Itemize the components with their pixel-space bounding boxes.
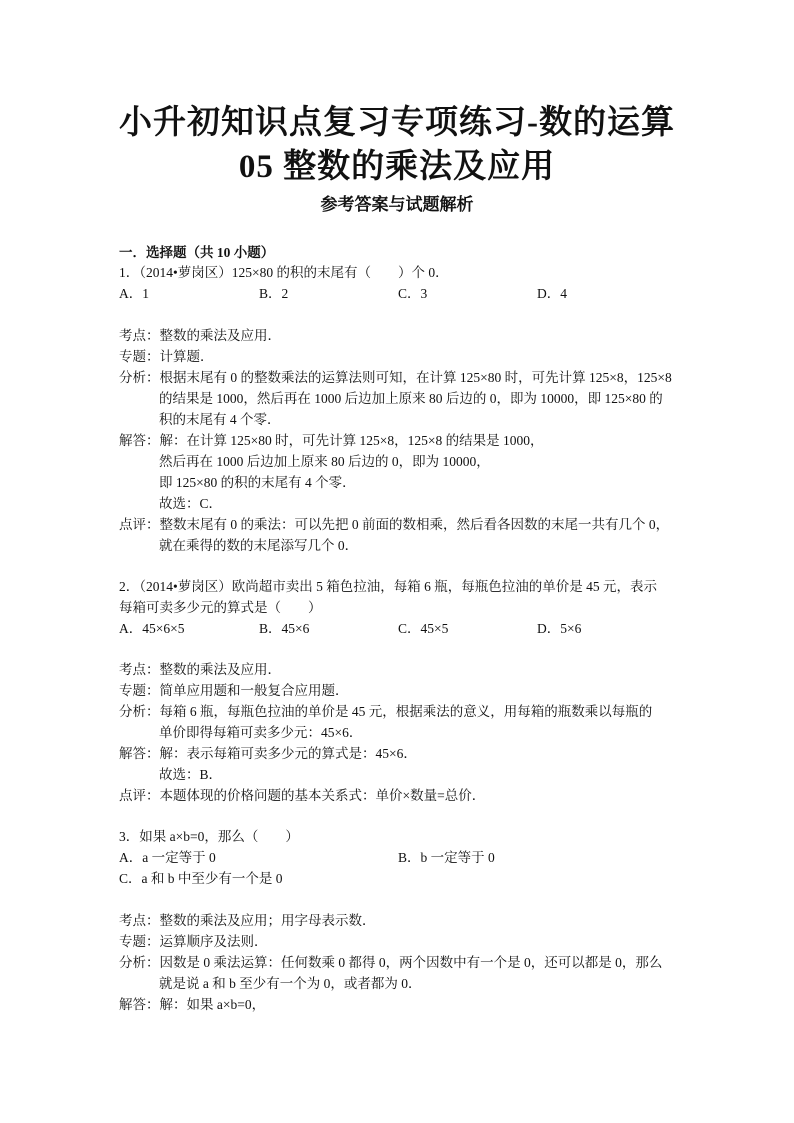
- q2-jieda-line1: 解答：解：表示每箱可卖多少元的算式是：45×6．: [119, 746, 417, 761]
- q2-kaodian: 考点：整数的乘法及应用．: [119, 662, 281, 677]
- q2-option-d: D．5×6: [537, 621, 582, 636]
- q1-option-b: B．2: [259, 286, 289, 301]
- q2-option-c: C．45×5: [398, 621, 449, 636]
- document-title-line2: 05 整数的乘法及应用: [238, 149, 556, 185]
- document-subtitle: 参考答案与试题解析: [320, 195, 474, 214]
- q1-stem: 1．（2014•萝岗区）125×80 的积的末尾有（ ）个 0．: [119, 265, 449, 280]
- q3-jieda-line1: 解答：解：如果 a×b=0，: [119, 997, 266, 1012]
- q1-jieda-line4: 故选：C．: [159, 496, 223, 511]
- q3-option-b: B．b 一定等于 0: [398, 850, 495, 865]
- q1-jieda-line1: 解答：解：在计算 125×80 时，可先计算 125×8，125×8 的结果是 1000，: [119, 433, 544, 448]
- q2-stem-line1: 2．（2014•萝岗区）欧尚超市卖出 5 箱色拉油，每箱 6 瓶，每瓶色拉油的单价是 45 元，表示: [119, 579, 657, 594]
- q2-zhuanti: 专题：简单应用题和一般复合应用题．: [119, 683, 349, 698]
- q3-stem: 3．如果 a×b=0，那么（ ）: [119, 829, 299, 844]
- q1-option-a: A．1: [119, 286, 149, 301]
- q3-kaodian: 考点：整数的乘法及应用；用字母表示数．: [119, 913, 376, 928]
- q2-option-b: B．45×6: [259, 621, 310, 636]
- q1-kaodian: 考点：整数的乘法及应用．: [119, 328, 281, 343]
- q1-fenxi-line3: 积的末尾有 4 个零．: [159, 412, 281, 427]
- q1-zhuanti: 专题：计算题．: [119, 349, 214, 364]
- q1-option-d: D．4: [537, 286, 567, 301]
- q2-fenxi-line2: 单价即得每箱可卖多少元：45×6．: [159, 725, 363, 740]
- q2-dianping: 点评：本题体现的价格问题的基本关系式：单价×数量=总价．: [119, 788, 486, 803]
- q3-option-a: A．a 一定等于 0: [119, 850, 216, 865]
- q2-jieda-line2: 故选：B．: [159, 767, 223, 782]
- q1-jieda-line2: 然后再在 1000 后边加上原来 80 后边的 0，即为 10000，: [159, 454, 490, 469]
- q1-jieda-line3: 即 125×80 的积的末尾有 4 个零．: [159, 475, 356, 490]
- q2-fenxi-line1: 分析：每箱 6 瓶，每瓶色拉油的单价是 45 元，根据乘法的意义，用每箱的瓶数乘以每瓶的: [119, 704, 653, 719]
- q1-option-c: C．3: [398, 286, 428, 301]
- section-heading: 一．选择题（共 10 小题）: [119, 245, 275, 260]
- q3-fenxi-line2: 就是说 a 和 b 至少有一个为 0，或者都为 0．: [159, 976, 422, 991]
- q3-zhuanti: 专题：运算顺序及法则．: [119, 934, 268, 949]
- q2-stem-line2: 每箱可卖多少元的算式是（ ）: [119, 600, 322, 615]
- q1-dianping-line1: 点评：整数末尾有 0 的乘法：可以先把 0 前面的数相乘，然后看各因数的末尾一共有几个 0，: [119, 517, 670, 532]
- q2-option-a: A．45×6×5: [119, 621, 185, 636]
- q1-fenxi-line1: 分析：根据末尾有 0 的整数乘法的运算法则可知，在计算 125×80 时，可先计算 125×8，125×8: [119, 370, 672, 385]
- q3-fenxi-line1: 分析：因数是 0 乘法运算：任何数乘 0 都得 0，两个因数中有一个是 0，还可以都是 0，那么: [119, 955, 663, 970]
- document-title-line1: 小升初知识点复习专项练习-数的运算: [119, 105, 675, 141]
- q3-option-c: C．a 和 b 中至少有一个是 0: [119, 871, 283, 886]
- q1-dianping-line2: 就在乘得的数的末尾添写几个 0．: [159, 538, 359, 553]
- q1-fenxi-line2: 的结果是 1000，然后再在 1000 后边加上原来 80 后边的 0，即为 10000，即 125×80 的: [159, 391, 663, 406]
